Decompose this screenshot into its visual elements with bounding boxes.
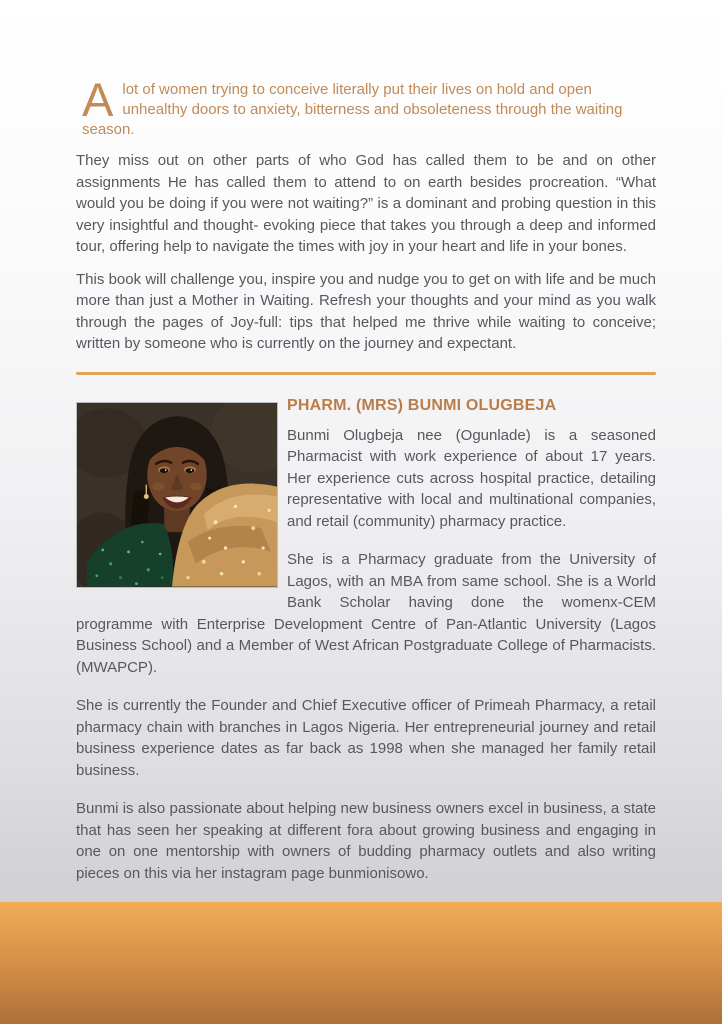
paragraph-this-book: This book will challenge you, inspire you and nudge you to get on with life and be much more than just a Mother in Waiting. Refresh your thoughts and your mind as you walk through the pages of Joy-full: tips that helped me thrive while waiting to conceive; written by someone who is currently on the journey and expectant. <box>76 270 656 352</box>
bio-paragraph-experience: Bunmi Olugbeja nee (Ogunlade) is a seasoned Pharmacist with work experience of about 17 years. Her experience cuts across hospital practice, detailing representative with local and multinational companies, and retail (community) pharmacy practice. <box>287 426 656 530</box>
orange-divider <box>76 372 656 375</box>
bio-paragraph-education: She is a Pharmacy graduate from the University of Lagos, with an MBA from same school. She is a World Bank Scholar having done the womenx-CEM programme with Enterprise Development Centre of Pan-Atlantic University (Lagos Business School) and a Member of West African Postgraduate College of Pharmacists. (MWAPCP). <box>76 551 656 676</box>
portrait-photo <box>76 402 278 588</box>
intro-lead-text: lot of women trying to conceive literally put their lives on hold and open unhealthy doors to anxiety, bitterness and obsoleteness through the waiting season. <box>82 81 623 138</box>
intro-section <box>82 73 656 140</box>
page-content <box>76 73 656 983</box>
paragraph-they-miss-out: They miss out on other parts of who God has called them to be and on other assignments He has called them to attend to on earth besides procreation. “What would you be doing if you were not waiting?” is a dominant and probing question in this very insightful and thought- evoking piece that takes you through a deep and informed tour, offering help to navigate the times with joy in your heart and life in your bones. <box>76 152 656 255</box>
drop-cap: A <box>82 73 114 126</box>
bio-heading: PHARM. (MRS) BUNMI OLUGBEJA <box>287 396 557 414</box>
bio-paragraph-founder: She is currently the Founder and Chief Executive officer of Primeah Pharmacy, a retail pharmacy chain with branches in Lagos Nigeria. Her entrepreneurial journey and retail business experience dates as far back as 1998 when she managed her family retail business. <box>76 697 656 779</box>
footer-orange-band <box>0 902 722 1024</box>
intro-paragraph <box>82 73 656 140</box>
woman-portrait-illustration <box>77 403 277 587</box>
bio-paragraph-mentorship: Bunmi is also passionate about helping new business owners excel in business, a state that has seen her speaking at different fora about growing business and engaging in one on one mentorship with owners of budding pharmacy outlets and also writing pieces on this via her instagram page bunmionisowo. <box>76 800 656 882</box>
author-bio-section <box>76 396 656 966</box>
